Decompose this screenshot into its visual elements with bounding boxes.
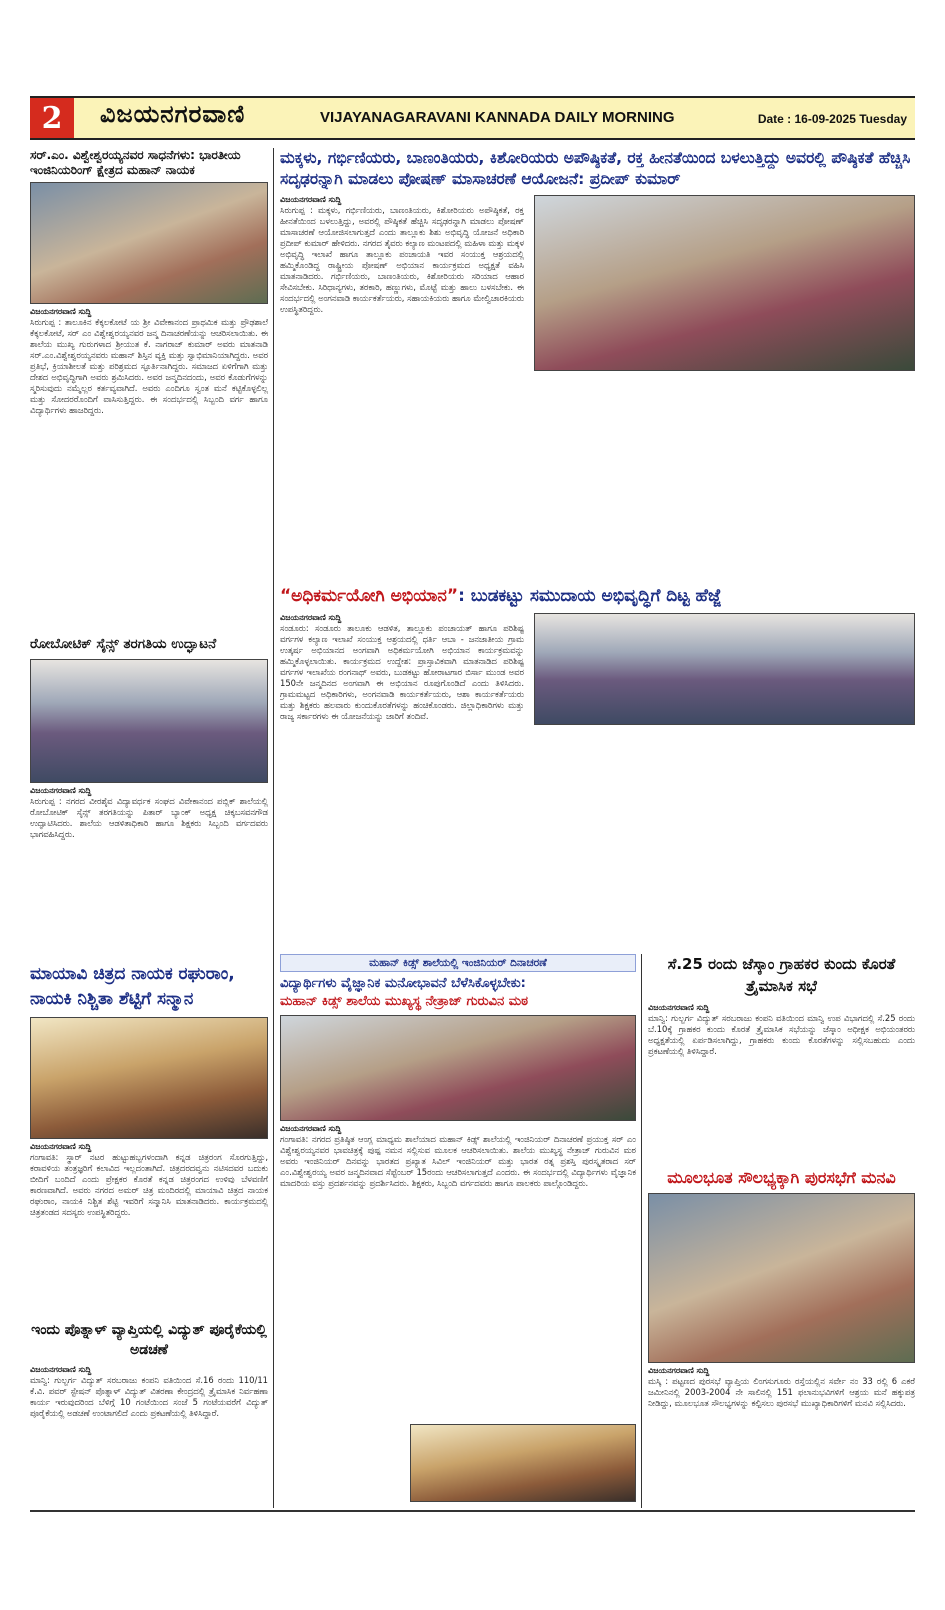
page-number: 2 bbox=[30, 98, 74, 138]
english-subtitle: KANNADA DAILY MORNING bbox=[475, 109, 675, 126]
science-exhibit-photo bbox=[410, 1424, 636, 1502]
headline-line-1: ವಿದ್ಯಾರ್ಥಿಗಳು ವೈಜ್ಞಾನಿಕ ಮನೋಭಾವನೆ ಬೆಳೆಸಿಕೊಳ್ಳಬೇಕು: bbox=[280, 976, 526, 991]
headline-line-2: ಮಹಾನ್ ಕಿಡ್ಸ್ ಶಾಲೆಯ ಮುಖ್ಯಸ್ಥ ನೇತ್ರಾಜ್ ಗುರುವಿನ ಮಠ bbox=[280, 994, 529, 1010]
tribal-campaign-photo bbox=[534, 613, 915, 725]
film-felicitation-photo bbox=[30, 1017, 268, 1139]
story-body: ಸಿರುಗುಪ್ಪ : ನಗರದ ವೀರಶೈವ ವಿದ್ಯಾವರ್ಧಕ ಸಂಘದ ವಿವೇಕಾನಂದ ಪಬ್ಲಿಕ್ ಶಾಲೆಯಲ್ಲಿ ರೋಬೋಟಿಕ್ ಸೈನ್ಸ್ ತರಗತಿಯನ್ನು ಪಿತಾರ್ ಬ್ಯಾಂಕ್ ಅಧ್ಯಕ್ಷ ಚಿಕ್ಕಬಸವನಗೌಡ ಉದ್ಘಾಟಿಸಿದರು. ಶಾಲೆಯ ಆಡಳಿತಾಧಿಕಾರಿ ಹಾಗೂ ಶಿಕ್ಷಕರು ಸಿಬ್ಬಂದಿ ವರ್ಗದವರು ಭಾಗವಹಿಸಿದ್ದರು. bbox=[30, 795, 268, 839]
dateline: ವಿಜಯನಗರವಾಣಿ ಸುದ್ದಿ bbox=[280, 194, 342, 204]
mid-story-adhikarmayogi bbox=[280, 586, 915, 948]
main-story-poshan bbox=[280, 148, 915, 582]
headline: ಮಕ್ಕಳು, ಗರ್ಭಿಣಿಯರು, ಬಾಣಂತಿಯರು, ಕಿಶೋರಿಯರು ಅಪೌಷ್ಠಿಕತೆ, ರಕ್ತ ಹೀನತೆಯಿಂದ ಬಳಲುತ್ತಿದ್ದು ಅವರಲ್ಲಿ ಪೌಷ್ಠಿಕತೆ ಹೆಚ್ಚಿಸಿ ಸದೃಢರನ್ನಾಗಿ ಮಾಡಲು ಪೋಷಣ್ ಮಾಸಾಚರಣೆ ಆಯೋಜನೆ: ಪ್ರದೀಪ್ ಕುಮಾರ್ bbox=[280, 149, 911, 188]
story-body: ಸಿರುಗುಪ್ಪ : ತಾಲೂಕಿನ ಕೆಕ್ಕಲಕೋಟೆ ಯ ಶ್ರೀ ವಿವೇಕಾನಂದ ಪ್ರಾಥಮಿಕ ಮತ್ತು ಪ್ರೌಢಶಾಲೆ ಕೆಕ್ಕಲಕೋಟೆ, ಸರ್ ಎಂ ವಿಶ್ವೇಶ್ವರಯ್ಯನವರ ಜನ್ಮ ದಿನಾಚರಣೆಯನ್ನು ಆಚರಿಸಲಾಯಿತು. ಈ ಶಾಲೆಯ ಮುಖ್ಯ ಗುರುಗಳಾದ ಶ್ರೀಯುತ ಕೆ. ನಾಗರಾಜ್ ಕುಮಾರ್ ಅವರು ಮಾತನಾಡಿ ಸರ್.ಎಂ.ವಿಶ್ವೇಶ್ವರಯ್ಯನವರು ಮಹಾನ್ ಶಿಸ್ತಿನ ವ್ಯಕ್ತಿ ಮತ್ತು ಸ್ವಾಭಿಮಾನಿಯಾಗಿದ್ದರು. ಅವರ ಪ್ರತಿಭೆ, ಕ್ರಿಯಾಶೀಲತೆ ಮತ್ತು ಪರಿಶ್ರಮದ ಸ್ಫೂರ್ತಿನಾಗಿದ್ದರು. ಸಮಾಜದ ಏಳಿಗೆಗಾಗಿ ಮತ್ತು ದೇಶದ ಅಭಿವೃದ್ಧಿಗಾಗಿ ಅವರು ಶ್ರಮಿಸಿದರು. ಅವರ ಜನ್ಮದಿನದಂದು, ಅವರ ಕೊಡುಗೆಗಳನ್ನು ಸ್ಮರಿಸುವುದು ನಮ್ಮೆಲ್ಲರ ಕರ್ತವ್ಯವಾಗಿದೆ. ಅವರು ಎಂದಿಗೂ ಸ್ವಂತ ಮನೆ ಕಟ್ಟಿಕೊಳ್ಳಲಿಲ್ಲ ಮತ್ತು ಸೋದರರೊಂದಿಗೆ ವಾಸಿಸುತ್ತಿದ್ದರು. ಈ ಸಂದರ್ಭದಲ್ಲಿ ಸಿಬ್ಬಂದಿ ವರ್ಗ ಹಾಗೂ ವಿದ್ಯಾರ್ಥಿಗಳು ಹಾಜರಿದ್ದರು. bbox=[30, 317, 268, 415]
dateline: ವಿಜಯನಗರವಾಣಿ ಸುದ್ದಿ bbox=[30, 1364, 92, 1374]
dateline: ವಿಜಯನಗರವಾಣಿ ಸುದ್ದಿ bbox=[30, 307, 92, 316]
left-story-visvesvaraya bbox=[30, 148, 268, 632]
newspaper-page bbox=[30, 96, 915, 1516]
kids-school-photo bbox=[280, 1015, 636, 1121]
headline: ಮೂಲಭೂತ ಸೌಲಭ್ಯಕ್ಕಾಗಿ ಪುರಸಭೆಗೆ ಮನವಿ bbox=[667, 1168, 896, 1187]
dateline: ವಿಜಯನಗರವಾಣಿ ಸುದ್ದಿ bbox=[30, 1142, 92, 1152]
story-body: ಸಿರುಗುಪ್ಪ : ಮಕ್ಕಳು, ಗರ್ಭಿಣಿಯರು, ಬಾಣಂತಿಯರು, ಕಿಶೋರಿಯರು ಅಪೌಷ್ಠಿಕತೆ, ರಕ್ತ ಹೀನತೆಯಿಂದ ಬಳಲುತ್ತಿದ್ದು, ಅವರಲ್ಲಿ ಪೌಷ್ಠಿಕತೆ ಹೆಚ್ಚಿಸಿ ಸದೃಢರನ್ನಾಗಿ ಮಾಡಲು ಪೋಷಣ್ ಮಾಸಾಚರಣೆ ಆಯೋಜಿಸಲಾಗುತ್ತದೆ ಎಂದು ತಾಲ್ಲೂಕು ಶಿಶು ಅಭಿವೃದ್ಧಿ ಯೋಜನೆ ಅಧಿಕಾರಿ ಪ್ರದೀಪ್ ಕುಮಾರ್ ಹೇಳಿದರು. ನಗರದ ತೈವರು ಕಲ್ಯಾಣ ಮಂಟಪದಲ್ಲಿ ಮಹಿಳಾ ಮತ್ತು ಮಕ್ಕಳ ಅಭಿವೃದ್ಧಿ ಇಲಾಖೆ ಹಾಗೂ ತಾಲ್ಲೂಕು ಪಂಚಾಯತಿ ಇವರ ಸಂಯುಕ್ತ ಆಶ್ರಯದಲ್ಲಿ ಹಮ್ಮಿಕೊಂಡಿದ್ದ ರಾಷ್ಟ್ರೀಯ ಪೋಷಣ್ ಅಭಿಯಾನ ಕಾರ್ಯಕ್ರಮದ ಅಧ್ಯಕ್ಷತೆ ವಹಿಸಿ ಮಾತನಾಡಿದರು. ಗರ್ಭಿಣಿಯರು, ಬಾಣಂತಿಯರು, ಕಿಶೋರಿಯರು ಸರಿಯಾದ ಆಹಾರ ಸೇವಿಸಬೇಕು. ಸಿರಿಧಾನ್ಯಗಳು, ತರಕಾರಿ, ಹಣ್ಣುಗಳು, ಮೊಟ್ಟೆ ಮತ್ತು ಹಾಲು ಬಳಸಬೇಕು. ಈ ಸಂದರ್ಭದಲ್ಲಿ ಅಂಗನವಾಡಿ ಕಾರ್ಯಕರ್ತೆಯರು, ಸಹಾಯಕಿಯರು ಹಾಗೂ ಮೇಲ್ವಿಚಾರಕಿಯರು ಉಪಸ್ಥಿತರಿದ್ದರು. bbox=[280, 204, 524, 314]
headline-quoted: “ಅಧಿಕರ್ಮಯೋಗಿ ಅಭಿಯಾನ” bbox=[280, 586, 459, 606]
section-banner: ಮಹಾನ್ ಕಿಡ್ಸ್ ಶಾಲೆಯಲ್ಲಿ ಇಂಜಿನಿಯರ್ ದಿನಾಚರಣೆ bbox=[280, 954, 636, 972]
story-body: ಗಂಗಾವತಿ: ಸ್ಥಾರ್ ನಟರ ಹುಟ್ಟುಹಬ್ಬಗಳಂದಾಗಿ ಕನ್ನಡ ಚಿತ್ರರಂಗ ಸೊರಗುತ್ತಿದ್ದು, ಕರಾವಳಿಯ ತಂತ್ರಜ್ಞರಿಗೆ ಕಲಾವಿದ ಇಲ್ಲದಂತಾಗಿದೆ. ಚಿತ್ರದರದವ್ವನು ನಟಿಸದವರ ಬದುಕು ಬೀದಿಗೆ ಬಂದಿದೆ ಎಂದು ಪ್ರೇಕ್ಷಕರ ಕೊರತೆ ಕನ್ನಡ ಚಿತ್ರರಂಗದ ಉಳಿವು ಬೆಳವಣಿಗೆ ಕಾರಣವಾಗಿದೆ. ಅವರು ನಗರದ ಅಮರ್ ಚಿತ್ರ ಮಂದಿರದಲ್ಲಿ ಮಾಯಾವಿ ಚಿತ್ರದ ನಾಯಕ ರಘುರಾಂ, ನಾಯಕಿ ನಿಶ್ಚಿತ ಶೆಟ್ಟಿ ಇವರಿಗೆ ಸನ್ಮಾನಿಸಿ ಮಾತನಾಡಿದರು. ಕಾರ್ಯಕ್ರಮದಲ್ಲಿ ಚಿತ್ರತಂಡದ ಸದಸ್ಯರು ಉಪಸ್ಥಿತರಿದ್ದರು. bbox=[30, 1152, 268, 1218]
left-story-robotics bbox=[30, 636, 268, 958]
dateline: ವಿಜಯನಗರವಾಣಿ ಸುದ್ದಿ bbox=[280, 613, 342, 623]
masthead bbox=[30, 96, 915, 140]
dateline: ವಿಜಯನಗರವಾಣಿ ಸುದ್ದಿ bbox=[280, 1123, 342, 1133]
story-body: ಮಾನ್ವಿ: ಗುಲ್ಬರ್ಗ ವಿದ್ಯುತ್ ಸರಬರಾಜು ಕಂಪನಿ ವತಿಯಿಂದ ಸೆ.16 ರಂದು 110/11 ಕೆ.ವಿ. ಪವರ್ ಸ್ಟೇಷನ್ ಪೊತ್ನಾಳ್ ವಿದ್ಯುತ್ ವಿತರಣಾ ಕೇಂದ್ರದಲ್ಲಿ ತ್ರೈಮಾಸಿಕ ನಿರ್ವಹಣಾ ಕಾರ್ಯ ಇರುವುದರಿಂದ ಬೆಳಿಗ್ಗೆ 10 ಗಂಟೆಯಿಂದ ಸಂಜೆ 5 ಗಂಟೆಯವರೆಗೆ ವಿದ್ಯುತ್ ಪೂರೈಕೆಯಲ್ಲಿ ಅಡಚಣೆ ಉಂಟಾಗಲಿದೆ ಎಂದು ಪ್ರಕಟಣೆಯಲ್ಲಿ ತಿಳಿಸಿದ್ದಾರೆ. bbox=[30, 1374, 268, 1418]
left-story-power-outage bbox=[30, 1320, 268, 1508]
headline: ರೋಬೋಟಿಕ್ ಸೈನ್ಸ್ ತರಗತಿಯ ಉದ್ಘಾಟನೆ bbox=[30, 636, 217, 652]
column-rule-left bbox=[273, 148, 274, 1508]
dateline: ವಿಜಯನಗರವಾಣಿ ಸುದ್ದಿ bbox=[30, 785, 92, 795]
robotics-class-photo bbox=[30, 659, 268, 783]
left-story-mayavi bbox=[30, 962, 268, 1314]
story-body: ಗಂಗಾವತಿ: ನಗರದ ಪ್ರತಿಷ್ಠಿತ ಆಂಗ್ಲ ಮಾಧ್ಯಮ ಶಾಲೆಯಾದ ಮಹಾನ್ ಕಿಡ್ಸ್ ಶಾಲೆಯಲ್ಲಿ ಇಂಜಿನಿಯರ್ ದಿನಾಚರಣೆ ಪ್ರಯುಕ್ತ ಸರ್ ಎಂ ವಿಶ್ವೇಶ್ವರಯ್ಯನವರ ಭಾವಚಿತ್ರಕ್ಕೆ ಪುಷ್ಪ ನಮನ ಸಲ್ಲಿಸುವ ಮೂಲಕ ಆಚರಿಸಲಾಯಿತು. ಶಾಲೆಯ ಮುಖ್ಯಸ್ಥ ನೇತ್ರಾಜ್ ಗುರುವಿನ ಮಠ ಅವರು ಇಂಜಿನಿಯರ್ ದಿನವನ್ನು ಭಾರತದ ಪ್ರಖ್ಯಾತ ಸಿವಿಲ್ ಇಂಜಿನಿಯರ್ ಮತ್ತು ಭಾರತ ರತ್ನ ಪ್ರಶಸ್ತಿ ಪುರಸ್ಕೃತರಾದ ಸರ್ ಎಂ.ವಿಶ್ವೇಶ್ವರಯ್ಯ ಅವರ ಜನ್ಮದಿನವಾದ ಸೆಪ್ಟೆಂಬರ್ 15ರಂದು ಆಚರಿಸಲಾಗುತ್ತದೆ ಎಂದರು. ಈ ಸಂದರ್ಭದಲ್ಲಿ ವಿದ್ಯಾರ್ಥಿಗಳು ವೈಜ್ಞಾನಿಕ ಮಾದರಿಯ ವಸ್ತು ಪ್ರದರ್ಶನವನ್ನು ಪ್ರದರ್ಶಿಸಿದರು. ಶಿಕ್ಷಕರು, ಸಿಬ್ಬಂದಿ ವರ್ಗದವರು ಹಾಗೂ ಪಾಲಕರು ಪಾಲ್ಗೊಂಡಿದ್ದರು. bbox=[280, 1133, 636, 1188]
school-group-photo bbox=[30, 182, 268, 304]
story-body: ಮಸ್ಕಿ : ಪಟ್ಟಣದ ಪುರಸಭೆ ವ್ಯಾಪ್ತಿಯ ಲಿಂಗಸುಗೂರು ರಸ್ತೆಯಲ್ಲಿನ ಸರ್ವೇ ನಂ 33 ರಲ್ಲಿ 6 ಎಕರೆ ಜಮೀನಿನಲ್ಲಿ 2003-2004 ನೇ ಸಾಲಿನಲ್ಲಿ 151 ಫಲಾನುಭವಿಗಳಿಗೆ ಆಶ್ರಯ ಮನೆ ಹಕ್ಕುಪತ್ರ ನೀಡಿದ್ದು, ಮೂಲಭೂತ ಸೌಲಭ್ಯಗಳನ್ನು ಕಲ್ಪಿಸಲು ಪುರಸಭೆ ಮುಖ್ಯಾಧಿಕಾರಿಗಳಿಗೆ ಮನವಿ ಸಲ್ಲಿಸಿದರು. bbox=[648, 1376, 915, 1409]
headline-rest: : ಬುಡಕಟ್ಟು ಸಮುದಾಯ ಅಭಿವೃದ್ಧಿಗೆ ದಿಟ್ಟ ಹೆಜ್ಜೆ bbox=[458, 586, 722, 606]
memorandum-photo bbox=[648, 1193, 915, 1363]
kannada-logo: ವಿಜಯನಗರವಾಣಿ bbox=[100, 100, 246, 128]
english-title bbox=[320, 109, 675, 126]
english-logo: VIJAYANAGARAVANI bbox=[320, 109, 471, 126]
headline: ಇಂದು ಪೊತ್ನಾಳ್ ವ್ಯಾಪ್ತಿಯಲ್ಲಿ ವಿದ್ಯುತ್ ಪೂರೈಕೆಯಲ್ಲಿ ಅಡಚಣೆ bbox=[31, 1322, 267, 1359]
right-story-municipality bbox=[648, 1166, 915, 1508]
headline bbox=[280, 586, 915, 607]
column-rule-right bbox=[641, 954, 642, 1508]
story-body: ಸಂಡೂರು: ಸಂಡೂರು ತಾಲೂಕು ಆಡಳಿತ, ತಾಲ್ಲೂಕು ಪಂಚಾಯತ್ ಹಾಗೂ ಪರಿಶಿಷ್ಟ ವರ್ಗಗಳ ಕಲ್ಯಾಣ ಇಲಾಖೆ ಸಂಯುಕ್ತ ಆಶ್ರಯದಲ್ಲಿ ಧರ್ತಿ ಆಬಾ - ಜನಜಾತೀಯ ಗ್ರಾಮ ಉತ್ಕರ್ಷ ಅಭಿಯಾನದ ಅಂಗವಾಗಿ ಅಧಿಕರ್ಮಯೋಗಿ ಅಭಿಯಾನ ಕಾರ್ಯಕ್ರಮವನ್ನು ಹಮ್ಮಿಕೊಳ್ಳಲಾಯಿತು. ಕಾರ್ಯಕ್ರಮದ ಉದ್ದೇಶ: ಪ್ರಾಸ್ತಾವಿಕವಾಗಿ ಮಾತನಾಡಿದ ಪರಿಶಿಷ್ಟ ವರ್ಗಗಳ ಇಲಾಖೆಯ ರಂಗನಾಥ್ ಅವರು, ಬುಡಕಟ್ಟು ಹೋರಾಟಗಾರ ಬಿರ್ಸಾ ಮುಂಡ ಅವರ 150ನೇ ಜನ್ಮದಿನದ ಅಂಗವಾಗಿ ಈ ಅಭಿಯಾನ ರೂಪುಗೊಂಡಿದೆ ಎಂದು ತಿಳಿಸಿದರು. ಗ್ರಾಮಮಟ್ಟದ ಅಧಿಕಾರಿಗಳು, ಅಂಗನವಾಡಿ ಕಾರ್ಯಕರ್ತೆಯರು, ಆಶಾ ಕಾರ್ಯಕರ್ತೆಯರು ಮತ್ತು ಶಿಕ್ಷಕರು ಹಲವಾರು ಕುಂದುಕೊರತೆಗಳನ್ನು ಹಂಚಿಕೊಂಡರು. ಜಿಲ್ಲಾಧಿಕಾರಿಗಳು ಮತ್ತು ರಾಜ್ಯ ಸರ್ಕಾರಗಳು ಈ ಯೋಜನೆಯನ್ನು ಜಾರಿಗೆ ತಂದಿವೆ. bbox=[280, 623, 524, 722]
headline: ಸೆ.25 ರಂದು ಜೆಸ್ಕಾಂ ಗ್ರಾಹಕರ ಕುಂದು ಕೊರತೆ ತ್ರೈಮಾಸಿಕ ಸಭೆ bbox=[667, 955, 896, 995]
poshan-event-photo bbox=[534, 195, 915, 371]
story-body: ಮಾನ್ವಿ: ಗುಲ್ಬರ್ಗ ವಿದ್ಯುತ್ ಸರಬರಾಜು ಕಂಪನಿ ವತಿಯಿಂದ ಮಾನ್ವಿ ಉಪ ವಿಭಾಗದಲ್ಲಿ ಸೆ.25 ರಂದು ಬೆ.10ಕ್ಕೆ ಗ್ರಾಹಕರ ಕುಂದು ಕೊರತೆ ತ್ರೈಮಾಸಿಕ ಸಭೆಯನ್ನು ಜೆಸ್ಕಾಂ ಅಧೀಕ್ಷಕ ಅಭಿಯಂತರರು ಅಧ್ಯಕ್ಷತೆಯಲ್ಲಿ ಏರ್ಪಡಿಸಲಾಗಿದ್ದು, ಗ್ರಾಹಕರು ಕುಂದು ಕೊರತೆಗಳನ್ನು ಸಲ್ಲಿಸಬಹುದು ಎಂದು ಪ್ರಕಟಣೆಯಲ್ಲಿ ತಿಳಿಸಿದ್ದಾರೆ. bbox=[648, 1012, 915, 1056]
engineers-day-story bbox=[280, 954, 636, 1508]
issue-date: Date : 16-09-2025 Tuesday bbox=[757, 112, 907, 126]
headline: ಸರ್.ಎಂ. ವಿಶ್ವೇಶ್ವರಯ್ಯನವರ ಸಾಧನೆಗಳು: ಭಾರತೀಯ ಇಂಜಿನಿಯರಿಂಗ್ ಕ್ಷೇತ್ರದ ಮಹಾನ್ ನಾಯಕ bbox=[30, 148, 241, 177]
right-story-gescom bbox=[648, 954, 915, 1162]
dateline: ವಿಜಯನಗರವಾಣಿ ಸುದ್ದಿ bbox=[648, 1002, 710, 1012]
page-bottom-rule bbox=[30, 1510, 915, 1512]
headline: ಮಾಯಾವಿ ಚಿತ್ರದ ನಾಯಕ ರಘುರಾಂ, ನಾಯಕಿ ನಿಶ್ಚಿತಾ ಶೆಟ್ಟಿಗೆ ಸನ್ಮಾನ bbox=[30, 964, 235, 1009]
dateline: ವಿಜಯನಗರವಾಣಿ ಸುದ್ದಿ bbox=[648, 1366, 710, 1376]
